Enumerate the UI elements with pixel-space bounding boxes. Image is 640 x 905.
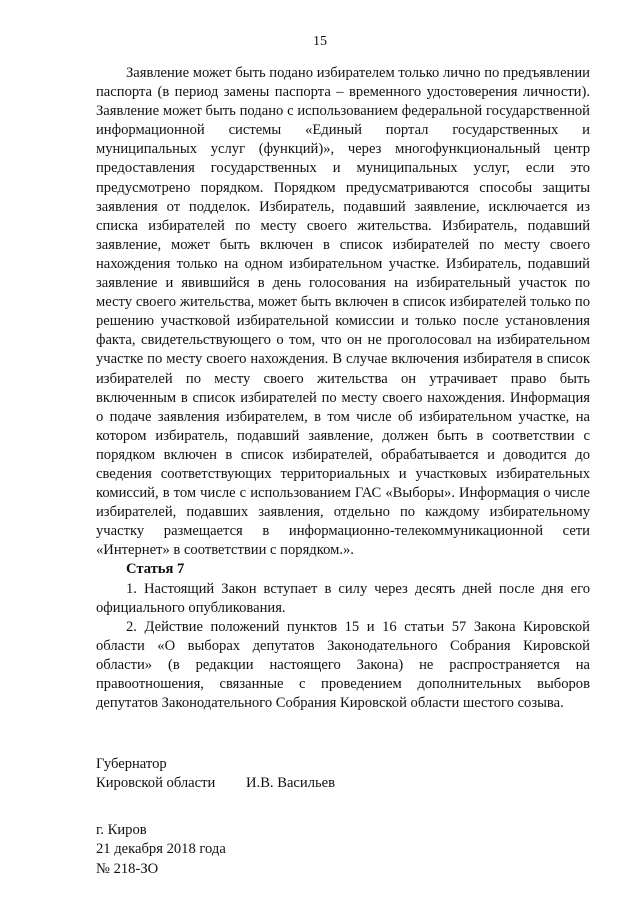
- article-heading: Статья 7: [126, 561, 185, 578]
- place-date-block: [96, 821, 590, 878]
- main-paragraph: Заявление может быть подано избирателем только лично по предъявлении паспорта (в период замены паспорта – временного удостоверения личности). Заявление может быть подано с использованием федеральной государственной информационной системы «Единый портал государственных и муниципальных услуг (функций)», через многофункциональный центр предоставления государственных и муниципальных услуг, если это предусмотрено порядком. Порядком предусматриваются способы защиты заявления от подделок. Избиратель, подавший заявление, исключается из списка избирателей по месту своего жительства. Избиратель, подавший заявление, может быть включен в список избирателей по месту своего нахождения только на одном избирательном участке. Избиратель, подавший заявление и явившийся в день голосования на избирательный участок по месту своего жительства, может быть включен в список избирателей только по решению участковой избирательной комиссии и только после установления факта, свидетельствующего о том, что он не проголосовал на избирательном участке по месту своего нахождения. В случае включения избирателя в список избирателей по месту своего жительства он утрачивает право быть включенным в список избирателей по месту своего нахождения. Информация о подаче заявления избирателем, в том числе об избирательном участке, на котором избиратель, подавший заявление, должен быть в соответствии с порядком включен в список избирателей, обрабатывается и доводится до сведения соответствующих территориальных и участковых избирательных комиссий, в том числе с использованием ГАС «Выборы». Информация о числе избирателей, подавших заявления, отдельно по каждому избирательному участку размещается в информационно-телекоммуникационной сети «Интернет» в соответствии с порядком.».: [96, 65, 590, 559]
- document-number: № 218-ЗО: [96, 860, 159, 877]
- document-date: 21 декабря 2018 года: [96, 841, 226, 858]
- clause-2: 2. Действие положений пунктов 15 и 16 статьи 57 Закона Кировской области «О выборах депутатов Законодательного Собрания Кировской области» (в редакции настоящего Закона) не распространяется на правоотношения, связанные с проведением дополнительных выборов депутатов Законодательного Собрания Кировской области шестого созыва.: [96, 618, 590, 712]
- signer-position-line1: Губернатор: [96, 756, 167, 773]
- clause-1: 1. Настоящий Закон вступает в силу через десять дней после дня его официального опубликования.: [96, 580, 590, 616]
- city: г. Киров: [96, 822, 147, 839]
- signer-name: И.В. Васильев: [246, 775, 336, 792]
- signature-block: [96, 755, 590, 793]
- page-number: 15: [313, 34, 327, 49]
- signer-position-line2: Кировской области: [96, 775, 216, 792]
- document-body: [96, 64, 590, 879]
